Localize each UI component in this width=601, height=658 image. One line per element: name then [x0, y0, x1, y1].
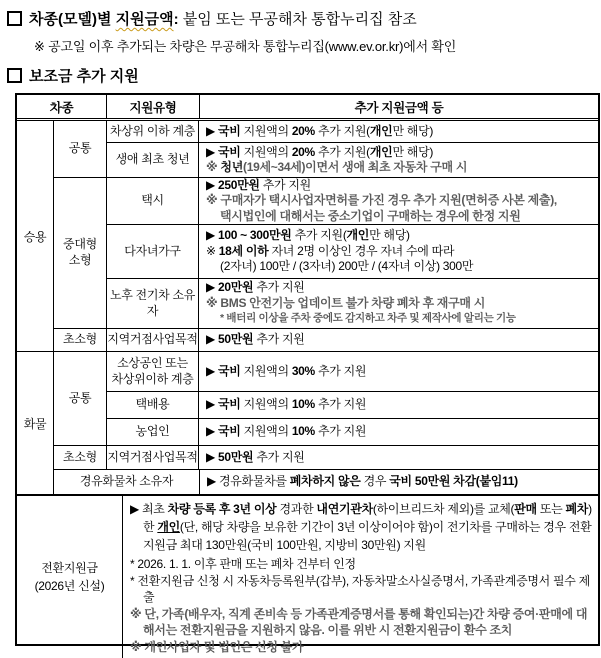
text-line: ▶ 국비 지원액의 20% 추가 지원(개인만 해당) [206, 123, 434, 138]
text-line: 택시법인에 대해서는 중소기업이 구매하는 경우에 한정 지원 [220, 208, 521, 223]
cell-amount-diesel-owner [200, 470, 598, 494]
cell-type-first-youth: 생애 최초 청년 [107, 143, 199, 177]
cell-type-taxi: 택시 [107, 178, 199, 224]
subgroup-midsize-small [54, 178, 598, 329]
cell-conversion-label: 전환지원금 (2026년 신설) [17, 496, 123, 658]
text-line: ▶ 국비 지원액의 20% 추가 지원(개인만 해당) [206, 144, 434, 159]
text-line: * 2026. 1. 1. 이후 판매 또는 폐차 건부터 인정 [130, 557, 356, 571]
table-row [54, 446, 598, 470]
text-line: ※ 개인사업자 및 법인은 신청 불가 [130, 640, 304, 654]
table-row [54, 329, 598, 351]
text-line: ▶ 50만원 추가 지원 [206, 449, 305, 464]
cell-type-low-income: 차상위 이하 계층 [107, 121, 199, 142]
text-line: ※ 구매자가 택시사업자면허를 가진 경우 추가 지원(면허증 사본 제출), [206, 193, 557, 208]
cell-conversion-detail [123, 496, 598, 658]
cell-type-diesel-owner: 경유화물차 소유자 [54, 470, 200, 494]
text-line: ▶ 최초 차량 등록 후 3년 이상 경과한 내연기관차(하이브리드차 제외)를 교체(판매 또는 폐차)한 개인(단, 해당 차량을 보유한 기간이 3년 이상이어야 함)이 전기차를 구매하는 경우 전환지원금 최대 130만원(국비 100만원, 지방비 30만원) 지원 [130, 502, 592, 552]
text-line: ▶ 20만원 추가 지원 [206, 280, 305, 295]
cell-subgroup-midsize-small: 중대형 소형 [54, 178, 107, 328]
text-line: ▶ 국비 지원액의 10% 추가 지원 [206, 397, 367, 412]
cell-subgroup-common-cargo: 공통 [54, 352, 107, 445]
table-row [107, 225, 598, 279]
heading-model-support-text: 차종(모델)별 지원금액: 붙임 또는 무공해차 통합누리집 참조 [29, 11, 417, 28]
heading-extra-subsidy [7, 65, 597, 86]
text-line: * 배터리 이상을 주차 중에도 감지하고 차주 및 제작사에 알리는 기능 [220, 312, 516, 325]
text-line: ▶ 100 ~ 300만원 추가 지원(개인만 해당) [206, 228, 410, 243]
cell-type-small-biz: 소상공인 또는 차상위이하 계층 [107, 352, 199, 391]
heading-extra-subsidy-text: 보조금 추가 지원 [29, 68, 139, 85]
text-line: ▶ 250만원 추가 지원 [206, 178, 311, 192]
table-row [107, 279, 598, 328]
cell-type-delivery: 택배용 [107, 392, 199, 418]
cell-group-cargo: 화물 [17, 352, 54, 494]
subsidy-table [15, 93, 600, 654]
section-passenger [17, 121, 598, 352]
heading-model-support [7, 8, 597, 29]
cell-amount-multi-child [199, 225, 598, 278]
cell-amount-small-biz [199, 352, 598, 391]
cell-type-farmer: 농업인 [107, 419, 199, 445]
subgroup-common [54, 121, 598, 178]
cell-subgroup-common: 공통 [54, 121, 107, 177]
table-row [54, 470, 598, 494]
cell-amount-regional-passenger [199, 329, 598, 351]
cell-amount-first-youth [199, 143, 598, 177]
cell-type-multi-child: 다자녀가구 [107, 225, 199, 278]
cell-group-passenger: 승용 [17, 121, 54, 351]
table-row [107, 392, 598, 419]
header-support-type: 지원유형 [107, 95, 200, 118]
cell-subgroup-micro-cargo: 초소형 [54, 446, 107, 469]
cell-type-old-ev: 노후 전기차 소유자 [107, 279, 199, 328]
text-line: ▶ 경유화물차를 폐차하지 않은 경우 국비 50만원 차감(붙임11) [207, 474, 518, 489]
text-line: (2자녀) 100만 / (3자녀) 200만 / (4자녀 이상) 300만 [220, 259, 474, 274]
checkbox-icon [7, 68, 22, 83]
cell-amount-farmer [199, 419, 598, 445]
table-row [107, 143, 598, 177]
text-line: ※ 18세 이하 자녀 2명 이상인 경우 자녀 수에 따라 [206, 243, 455, 258]
cell-amount-delivery [199, 392, 598, 418]
table-row [107, 419, 598, 445]
table-row [107, 121, 598, 143]
cell-type-regional-cargo: 지역거점사업목적 [107, 446, 199, 469]
text-line: * 전환지원금 신청 시 자동차등록원부(갑부), 자동차말소사실증명서, 가족관계증명서 필수 제출 [130, 574, 590, 604]
table-row [107, 178, 598, 225]
header-extra-amount: 추가 지원금액 등 [354, 100, 444, 115]
subgroup-common-cargo [54, 352, 598, 446]
text-line: ▶ 50만원 추가 지원 [206, 332, 305, 347]
checkbox-icon [7, 11, 22, 26]
section-conversion [17, 495, 598, 658]
cell-amount-taxi [199, 178, 598, 224]
table-header-row [17, 95, 598, 121]
cell-type-regional-passenger: 지역거점사업목적 [107, 329, 199, 351]
text-line: ※ 단, 가족(배우자, 직계 존비속 등 가족관계증명서를 통해 확인되는)간 차량 증여·판매에 대해서는 전환지원금을 지원하지 않음. 이를 위반 시 전환지원금이 환수 조치 [130, 607, 588, 637]
cell-amount-regional-cargo [199, 446, 598, 469]
text-line: ▶ 국비 지원액의 30% 추가 지원 [206, 363, 367, 378]
header-vehicle-type: 차종 [17, 95, 107, 118]
text-line: ※ 청년(19세~34세)이면서 생애 최초 자동차 구매 시 [206, 160, 468, 174]
text-line: ▶ 국비 지원액의 10% 추가 지원 [206, 424, 367, 439]
text-line: ※ BMS 안전기능 업데이트 불가 차량 폐차 후 재구매 시 [206, 295, 485, 310]
table-row [107, 352, 598, 392]
cell-amount-old-ev [199, 279, 598, 328]
note-announcement: ※ 공고일 이후 추가되는 차량은 무공해차 통합누리집(www.ev.or.kr)에서 확인 [34, 39, 457, 54]
cell-amount-low-income [199, 121, 598, 142]
cell-subgroup-micro-passenger: 초소형 [54, 329, 107, 351]
section-cargo [17, 352, 598, 495]
